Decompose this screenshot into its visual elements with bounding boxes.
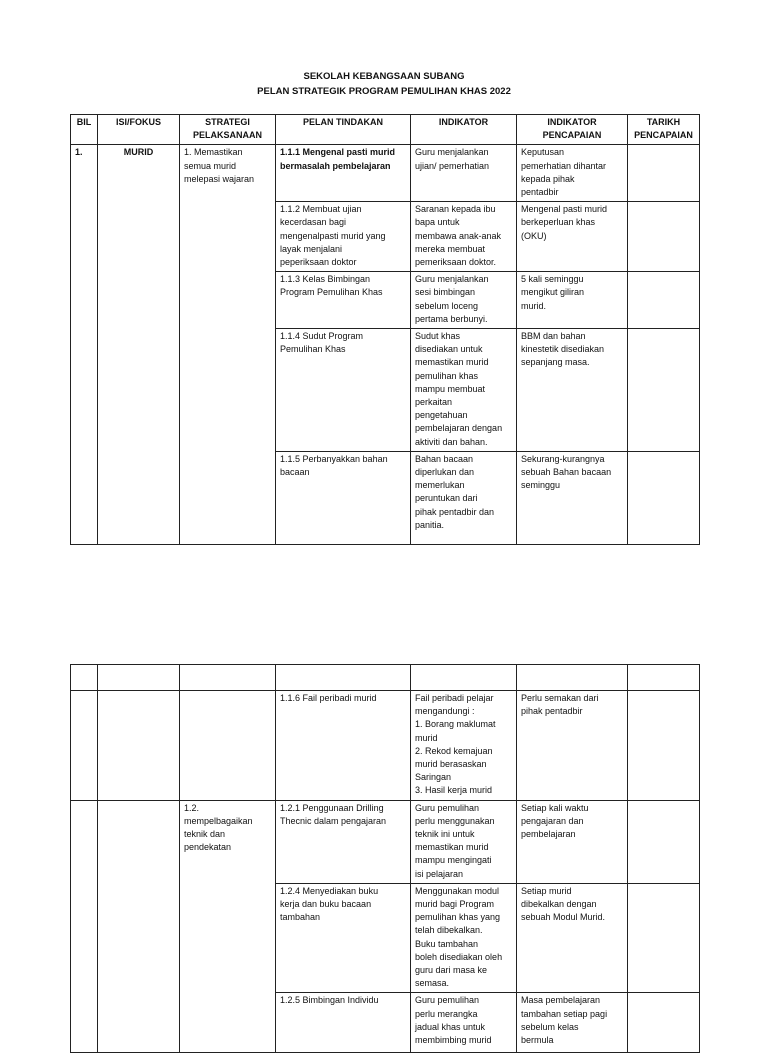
pelan-cell: 1.2.5 Bimbingan Individu [276, 993, 411, 1053]
table-row [71, 800, 700, 883]
pelan-cell: 1.2.1 Penggunaan Drilling Thecnic dalam pengajaran [276, 800, 411, 883]
pencapaian-cell: Keputusan pemerhatian dihantar kepada pihak pentadbir [517, 145, 628, 202]
pelan-cell: 1.1.4 Sudut Program Pemulihan Khas [276, 329, 411, 452]
pelan-cell: 1.1.1 Mengenal pasti murid bermasalah pembelajaran [276, 145, 411, 202]
pelan-cell: 1.1.6 Fail peribadi murid [276, 691, 411, 801]
indikator-cell: Saranan kepada ibu bapa untuk membawa anak-anak mereka membuat pemeriksaan doktor. [411, 202, 517, 272]
indikator-cell: Guru menjalankan sesi bimbingan sebelum loceng pertama berbunyi. [411, 272, 517, 329]
table-header-row [71, 115, 700, 145]
indikator-cell: Guru menjalankan ujian/ pemerhatian [411, 145, 517, 202]
indikator-cell: Fail peribadi pelajar mengandungi : 1. Borang maklumat murid 2. Rekod kemajuan murid berasaskan Saringan 3. Hasil kerja murid [411, 691, 517, 801]
pelan-cell: 1.1.5 Perbanyakkan bahan bacaan [276, 451, 411, 544]
header-fokus: ISI/FOKUS [98, 115, 180, 145]
tarikh-cell [628, 691, 700, 801]
pencapaian-cell: BBM dan bahan kinestetik disediakan sepanjang masa. [517, 329, 628, 452]
pelan-cell: 1.1.3 Kelas Bimbingan Program Pemulihan Khas [276, 272, 411, 329]
strategi-cell [180, 691, 276, 801]
fokus-cell: MURID [98, 145, 180, 544]
header-bil: BIL [71, 115, 98, 145]
indikator-cell: Guru pemulihan perlu menggunakan teknik ini untuk memastikan murid mampu mengingati isi pelajaran [411, 800, 517, 883]
bil-cell [71, 800, 98, 1053]
header-indikator-pencapaian: INDIKATOR PENCAPAIAN [517, 115, 628, 145]
plan-table-1 [70, 114, 700, 545]
tarikh-cell [628, 993, 700, 1053]
indikator-cell: Guru pemulihan perlu merangka jadual khas untuk membimbing murid [411, 993, 517, 1053]
tarikh-cell [628, 145, 700, 202]
indikator-cell: Bahan bacaan diperlukan dan memerlukan peruntukan dari pihak pentadbir dan panitia. [411, 451, 517, 544]
header-tarikh: TARIKH PENCAPAIAN [628, 115, 700, 145]
pencapaian-cell: Masa pembelajaran tambahan setiap pagi sebelum kelas bermula [517, 993, 628, 1053]
school-title: SEKOLAH KEBANGSAAN SUBANG [303, 71, 465, 82]
pencapaian-cell: Sekurang-kurangnya sebuah Bahan bacaan seminggu [517, 451, 628, 544]
strategi-cell: 1. Memastikan semua murid melepasi wajaran [180, 145, 276, 544]
plan-table-2 [70, 664, 700, 1053]
pencapaian-cell: 5 kali seminggu mengikut giliran murid. [517, 272, 628, 329]
indikator-cell: Menggunakan modul murid bagi Program pemulihan khas yang telah dibekalkan. Buku tambahan boleh disediakan oleh guru dari masa ke semasa. [411, 883, 517, 993]
header-pelan: PELAN TINDAKAN [276, 115, 411, 145]
header-indikator: INDIKATOR [411, 115, 517, 145]
tarikh-cell [628, 800, 700, 883]
plan-title: PELAN STRATEGIK PROGRAM PEMULIHAN KHAS 2022 [257, 86, 511, 97]
table-row [71, 145, 700, 202]
fokus-cell [98, 691, 180, 801]
tarikh-cell [628, 272, 700, 329]
empty-header-row [71, 665, 700, 691]
header-strategi: STRATEGI PELAKSANAAN [180, 115, 276, 145]
pencapaian-cell: Setiap kali waktu pengajaran dan pembelajaran [517, 800, 628, 883]
tarikh-cell [628, 451, 700, 544]
fokus-cell [98, 800, 180, 1053]
table-row [71, 691, 700, 801]
bil-cell: 1. [71, 145, 98, 544]
bil-cell [71, 691, 98, 801]
tarikh-cell [628, 329, 700, 452]
pencapaian-cell: Perlu semakan dari pihak pentadbir [517, 691, 628, 801]
tarikh-cell [628, 883, 700, 993]
indikator-cell: Sudut khas disediakan untuk memastikan murid pemulihan khas mampu membuat perkaitan pengetahuan pembelajaran dengan aktiviti dan bahan. [411, 329, 517, 452]
pencapaian-cell: Setiap murid dibekalkan dengan sebuah Modul Murid. [517, 883, 628, 993]
tarikh-cell [628, 202, 700, 272]
pelan-cell: 1.2.4 Menyediakan buku kerja dan buku bacaan tambahan [276, 883, 411, 993]
pencapaian-cell: Mengenal pasti murid berkeperluan khas (OKU) [517, 202, 628, 272]
pelan-cell: 1.1.2 Membuat ujian kecerdasan bagi mengenalpasti murid yang layak menjalani peperiksaan doktor [276, 202, 411, 272]
strategi-cell: 1.2. mempelbagaikan teknik dan pendekatan [180, 800, 276, 1053]
